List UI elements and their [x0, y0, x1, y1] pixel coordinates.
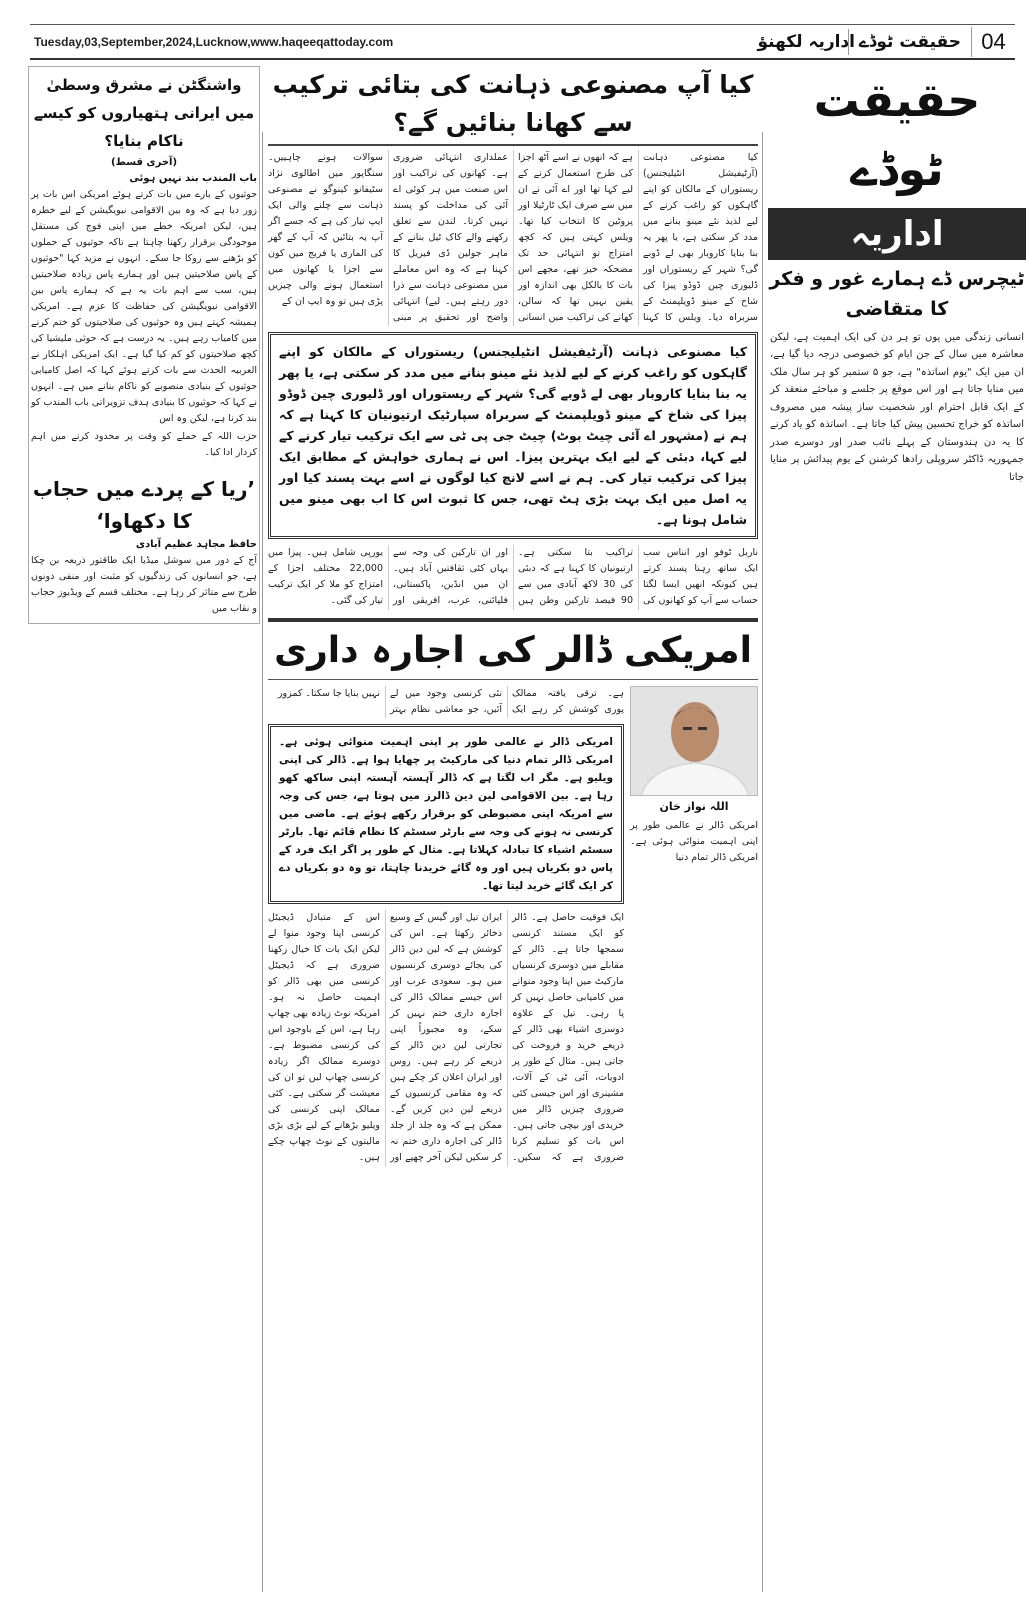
ai-article-body-lower [268, 545, 758, 610]
dollar-article-sidebar [630, 686, 758, 1167]
editorial-body [768, 329, 1026, 489]
column-divider [762, 132, 763, 1592]
dollar-article-headline: امریکی ڈالر کی اجارہ داری [268, 618, 758, 681]
left-article-subheading: باب المندب بند نہیں ہوئی [129, 173, 257, 184]
installment-label: (آخری قسط) [110, 157, 178, 168]
dollar-article-author: اللہ نواز خان [659, 800, 729, 814]
right-column [768, 66, 1026, 488]
author-portrait-icon [631, 687, 758, 796]
editorial-banner: اداریہ [768, 208, 1026, 260]
page-header [30, 24, 1015, 60]
column-divider [262, 132, 263, 1592]
page-number: 04 [971, 27, 1015, 57]
paper-logo-small: حقیقت ٹوڈے [848, 29, 961, 55]
left-article-2-author: حافظ مجاہد عظیم آبادی [135, 539, 257, 550]
paragraph: ہے۔ ترقی یافتہ ممالک پوری کوشش کر رہے ایک نئی کرنسی وجود میں لے آئیں، جو معاشی نظام بہتر نہیں بنایا جا سکتا۔ کمزور [277, 688, 624, 716]
dateline: Tuesday,03,September,2024,Lucknow,www.haqeeqattoday.com [34, 35, 394, 49]
dollar-article-intro [630, 818, 758, 868]
paragraph: انسانی زندگی میں یوں تو ہر دن کی ایک اہمیت ہے، لیکن معاشرہ میں سال کے جن ایام کو خصوصی درجہ دیا گیا ہے، ان میں ایک "یوم اساتذہ" ہے، جو ۵ ستمبر کو ہر سال ملک میں منایا جاتا ہے اور اس موقع پر جلسے و مباحثے منعقد کر کے ایک قابل احترام اور شخصیت ساز پیشہ میں مصروف اساتذہ کو خراج تحسین پیش کیا جاتا ہے۔ اساتذہ کو یاد کرنے کا یہ دن ہندوستان کے پہلے نائب صدر اور دوسرے صدر جمہوریہ ڈاکٹر سروپلی رادھا کرشنن کے یوم پیدائش پر منایا جاتا [770, 331, 1024, 483]
left-article-2-title: ’ریا کے پردے میں حجاب کا دکھاوا‘ [32, 477, 256, 533]
ai-article-headline: کیا آپ مصنوعی ذہانت کی بتائی ترکیب سے کھانا بنائیں گے؟ [272, 70, 754, 137]
masthead-logo: حقیقت ٹوڈے [813, 73, 981, 196]
dollar-article-columns [268, 686, 624, 1167]
paragraph: حوثیوں کے بارے میں بات کرتے ہوئے امریکی اس بات پر زور دیا ہے کہ وہ بین الاقوامی نیویگیشن کے لیے خطرہ ہیں، لیکن امریکہ خطے میں اپنی فوج کی مستقل موجودگی برقرار رکھنا چاہتا ہے تاکہ حوثیوں کے حملوں کو بڑھنے سے روکا جا سکے۔ انہوں نے مزید کہا "حوثیوں کے پاس صلاحیتیں ہیں اور ہمارے پاس زیادہ صلاحیتیں ہیں، سب سے اہم بات یہ ہے کہ ہمارے پاس بین الاقوامی نیویگیشن کی حفاظت کا عزم ہے۔ امریکی ہمیشہ کہتے ہیں وہ حوثیوں کی صلاحیتوں کو ختم کرنے میں کامیاب رہے ہیں۔ یہ درست ہے کہ حوثی ملیشیا کی کچھ صلاحیتوں کو کم کیا گیا ہے۔ ایک امریکی اہلکار نے العربیہ الحدث سے بات کرتے ہوئے کہا کہ اصل کامیابی حوثیوں کے بنیادی منصوبے کو ناکام بنانے میں ہے۔ انہوں نے کہا کہ حوثیوں کا بنیادی ہدف تزویراتی باب المندب کو بند کرنا ہے، لیکن وہ اس [31, 189, 257, 424]
left-column [28, 66, 260, 624]
author-photo [630, 686, 758, 796]
dollar-article-lead-in [268, 686, 624, 718]
paragraph: حزب اللہ کے حملے کو وقت پر محدود کرنے میں اہم کردار ادا کیا۔ [31, 431, 257, 458]
dollar-article-body [268, 910, 624, 1167]
dollar-article [268, 686, 758, 1167]
headline-rule [268, 144, 758, 146]
editorial-title: ٹیچرس ڈے ہمارے غور و فکر کا متقاضی [769, 268, 1025, 321]
dollar-article-highlight-box: امریکی ڈالر نے عالمی طور پر اپنی اہمیت منوائی ہوئی ہے۔ امریکی ڈالر تمام دنیا کی مارکیٹ پر چھایا ہوا ہے۔ ڈالر کی اپنی ویلیو ہے۔ مگر اب لگتا ہے کہ ڈالر آہستہ آہستہ اپنی ساکھ کھو رہا ہے۔ بین الاقوامی لین دین ڈالرز میں ہوتا ہے، جس کی وجہ سے امریکہ اپنی مضبوطی کو برقرار رکھے ہوئے ہے۔ ماضی میں کرنسی نہ ہونے کی وجہ سے بارٹر سسٹم کا نظام قائم تھا۔ بارٹر سسٹم اشیاء کا تبادلہ کہلاتا ہے۔ مثال کے طور پر اگر ایک فرد کے پاس دو بکریاں ہیں اور وہ گائے خریدنا چاہتا، تو وہ دو بکریاں دے کر ایک گائے خرید لیتا تھا۔ [268, 724, 624, 904]
paragraph: ناریل ٹوفو اور انناس سب ایک ساتھ رہنا پسند کرتے ہیں کیونکہ انھیں ایسا لگتا حساب سے آپ کو کھانوں کی تراکیب بتا سکتی ہے۔ ارتیونیان کا کہنا ہے کہ دبئی کی 30 لاکھ آبادی میں سے 90 فیصد تارکین وطن ہیں اور ان تارکین کی وجہ سے یہاں کئی ثقافتیں آباد ہیں۔ ان میں انڈین، پاکستانی، فلپائنی، عرب، افریقی اور یورپی شامل ہیں۔ پیزا میں 22,000 مختلف اجزا کے امتزاج کو ملا کر ایک ترکیب تیار کی گئی۔ [268, 547, 758, 606]
paragraph: کیا مصنوعی ذہانت (آرٹیفیشل انٹیلیجنس) ریستوراں کے مالکان کو اپنے گاہکوں کو راغب کرنے کے لیے لذیذ نئے مینو بنانے میں مدد کر سکتی ہے، یا پھر یہ بنا بنایا کاروبار بھی لے ڈوبے گی؟ شہر کے ریستوراں اور ڈلیوری چین ڈوڈو پیزا کی شاخ کے مینو ڈویلپمنٹ کے سربراہ دیا۔ ویلس کا کہنا ہے کہ انھوں نے اسے آٹھ اجزا کی طرح استعمال کرنے کے لیے کہا تھا اور اے آئی نے ان میں سے صرف ایک ٹارٹیلا اور پروٹین کا انتخاب کیا تھا۔ ویلس کہتی ہیں کہ کچھ امتزاج تو انتہائی حد تک مضحکہ خیز تھے، مجھے اس بات کا بالکل بھی اندازہ اور یقین نہیں تھا کہ سالن، کھانے کی تراکیب میں انسانی عملداری انتہائی ضروری ہے۔ کھانوں کی تراکیب اور اس صنعت میں ہر کوئی اے آئی کی مداخلت کو پسند نہیں کرتا۔ لندن سے تعلق رکھنے والے کاک ٹیل بنانے کے ماہر جولین ڈی فیریل کا کہنا ہے کہ وہ اس معاملے میں مصنوعی ذہانت سے ذرا دور رہتے ہیں۔ لیے) انتہائی واضح اور تحقیق پر مبنی سوالات ہونے چاہییں۔ سنگاپور میں اطالوی نژاد سٹیفانو کینوگو نے مصنوعی ذہانت سے چلنے والی ایک ایپ تیار کی ہے کہ جسے اگر آپ یہ بتائیں کہ آپ کے گھر کی الماری یا فریج میں کون سے اجزا یا کھانوں میں استعمال ہونے والی چیزیں پڑی ہیں تو وہ ایپ ان کے [268, 152, 758, 323]
paragraph: امریکی ڈالر نے عالمی طور پر اپنی اہمیت منوائی ہوئی ہے۔ امریکی ڈالر تمام دنیا [630, 820, 758, 864]
paragraph: آج کے دور میں سوشل میڈیا ایک طاقتور ذریعہ بن چکا ہے، جو انسانوں کی زندگیوں کو مثبت اور منفی دونوں طرح سے متاثر کر رہا ہے۔ مختلف قسم کے ویڈیوز حجاب و نقاب میں [31, 555, 257, 614]
paragraph: ایک فوقیت حاصل ہے۔ ڈالر کو ایک مستند کرنسی سمجھا جاتا ہے۔ ڈالر کے مقابلے میں دوسری کرنسیاں مارکیٹ میں اپنا وجود منوانے میں کامیابی حاصل نہیں کر پا رہی۔ تیل کے علاوہ دوسری اشیاء بھی ڈالر کے ذریعے خرید و فروخت کی جاتی ہیں۔ مثال کے طور پر ادویات، آئی ٹی کے آلات، مشینری اور اس جیسی کئی ضروری چیزیں ڈالر میں خریدی اور بیچی جاتی ہیں۔ اس بات کو تسلیم کرنا ضروری ہے کہ سکیں۔ ایران تیل اور گیس کے وسیع ذخائر رکھتا ہے۔ اس کی کوشش ہے کہ لین دین ڈالر کی بجائے دوسری کرنسیوں میں ہو۔ سعودی عرب اور اس جیسے ممالک ڈالر کی اجارہ داری ختم نہیں کر سکے، وہ مجبوراً اپنی تجارتی لین دین ڈالر کے ذریعے کر رہے ہیں۔ روس اور ایران اعلان کر چکے ہیں کہ وہ مقامی کرنسیوں کے ذریعے لین دین کریں گے۔ ممکن ہے کہ وہ جلد از جلد ڈالر کی اجارہ داری ختم نہ کر سکیں لیکن آخر چھپے اور اس کے متبادل ڈیجیٹل کرنسی اپنا وجود منوا لے لیکن ایک بات کا خیال رکھنا ضروری ہے کہ ڈیجیٹل کرنسی میں بھی ڈالر کو اہمیت حاصل نہ ہو۔ امریکہ نوٹ زیادہ بھی چھاپ رہا ہے، اس کے باوجود اس کی کرنسی مضبوط ہے۔ دوسرے ممالک اگر زیادہ کرنسی چھاپ لیں تو ان کی معیشت گر سکتی ہے۔ کئی ممالک اپنی کرنسی کی ویلیو بڑھانے کے لیے بڑی بڑی مالیتوں کے نوٹ چھاپ چکے ہیں۔ [268, 912, 624, 1164]
ai-article-highlight-box: کیا مصنوعی ذہانت (آرٹیفیشل انٹیلیجنس) ریستوراں کے مالکان کو اپنے گاہکوں کو راغب کرنے کے لیے لذیذ نئے مینو بنانے میں مدد کر سکتی ہے، یا پھر یہ بنا بنایا کاروبار بھی لے ڈوبے گی؟ شہر کے ریستوراں اور ڈلیوری چین ڈوڈو پیزا کی شاخ کے مینو ڈویلپمنٹ کے سربراہ سپارٹیک ارتیونیان کا کہنا ہے کہ ہم نے (مشہور اے آئی چیٹ بوٹ) چیٹ جی پی ٹی سے ایک ترکیب تیار کرنے کے لیے کہا، دبئی کے لیے ایک بہترین پیزا۔ اس نے ہماری خواہش کے مطابق ایک پیزا کی ترکیب تیار کی۔ ہم نے اسے لانچ کیا لوگوں نے اسے بہت پسند کیا اور یہ اصل میں ایک بہت بڑی ہٹ تھی، جس کا ثبوت اس کا اب بھی مینو میں شامل ہونا ہے۔ [268, 332, 758, 539]
middle-column [268, 66, 758, 1167]
left-article-2-body [31, 553, 257, 619]
ai-article-body [268, 150, 758, 326]
section-name: اداریہ لکھنؤ [757, 32, 855, 52]
left-article-title: واشنگٹن نے مشرق وسطیٰ میں ایرانی ہتھیاروں کو کیسے ناکام بنایا؟ [33, 76, 255, 150]
left-article-body [31, 187, 257, 463]
